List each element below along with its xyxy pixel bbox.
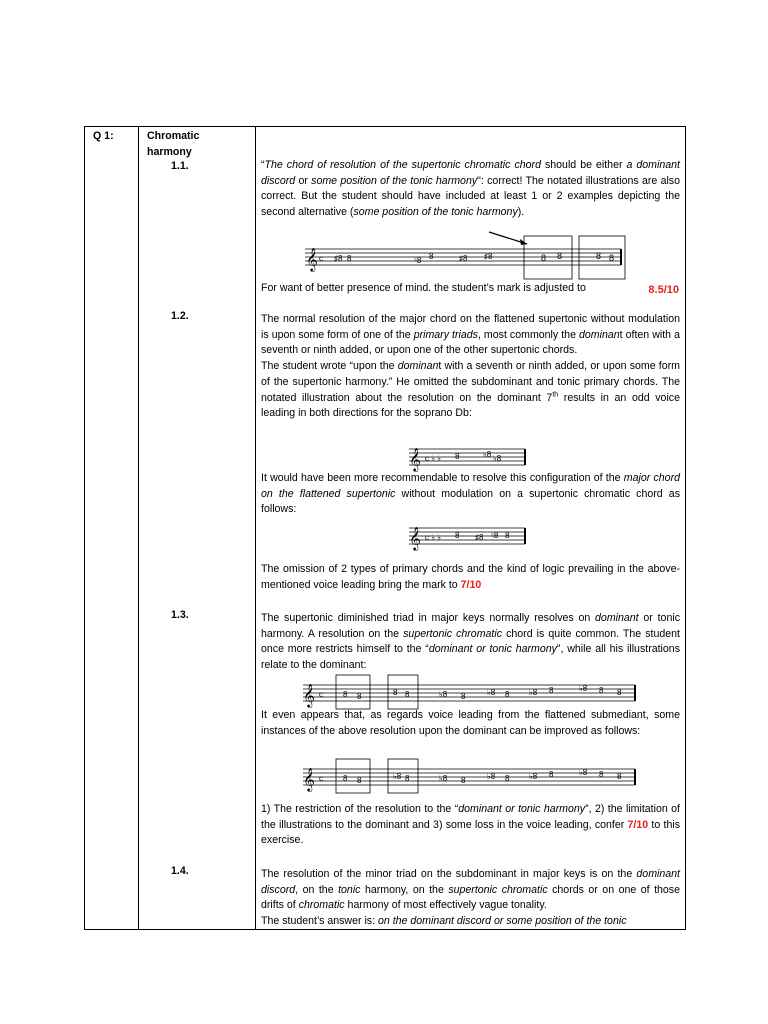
svg-text:8: 8 [343,774,348,783]
music-notation-example [299,673,639,711]
svg-text:♭8: ♭8 [439,774,448,783]
svg-text:𝄞: 𝄞 [303,683,315,707]
svg-text:c ♭ ♭: c ♭ ♭ [425,533,441,542]
column-divider [255,127,256,929]
paragraph: The resolution of the minor triad on the subdominant in major keys is on the dominant discord, on the tonic harmony, on the supertonic chromatic chords or on one of those drifts of chromatic harmony of most effectively vague tonality. The student’s answer is: on the dominant discord or some position of the tonic [261,868,680,928]
svg-text:♮8: ♮8 [491,531,499,540]
svg-text:𝄞: 𝄞 [306,247,318,271]
music-notation-example [299,225,629,281]
music-notation-example [299,757,639,795]
svg-text:8: 8 [455,531,460,540]
svg-text:8: 8 [393,688,398,697]
item-number: 1.2. [171,310,189,322]
svg-text:8: 8 [549,686,554,695]
score-mark: 7/10 [460,578,482,591]
svg-text:8: 8 [617,772,622,781]
svg-text:8: 8 [505,690,510,699]
item-number: 1.3. [171,609,189,621]
question-label: Q 1: [93,130,114,142]
svg-text:8: 8 [596,251,602,261]
svg-text:8: 8 [429,252,434,261]
svg-text:♯8: ♯8 [484,252,493,261]
paragraph: For want of better presence of mind. the student’s mark is adjusted to [261,282,586,294]
svg-text:♯8: ♯8 [475,533,484,542]
svg-text:♭8: ♭8 [393,772,402,781]
svg-text:♭8: ♭8 [487,772,496,781]
svg-text:8: 8 [505,774,510,783]
item-number: 1.1. [171,160,189,172]
assessment-table [84,126,686,930]
paragraph: The supertonic diminished triad in major keys normally resolves on dominant or tonic harmony. A resolution on the supertonic chromatic chord is quite common. The student once more restricts himself to the “dominant or tonic harmony”, while all his illustrations relate to the dominant: [261,612,680,672]
svg-text:8: 8 [505,531,510,540]
svg-text:c ♭ ♭: c ♭ ♭ [425,454,441,463]
svg-text:8: 8 [343,690,348,699]
svg-text:𝄞: 𝄞 [409,526,421,550]
svg-text:8: 8 [557,251,563,261]
svg-text:♮8: ♮8 [414,256,422,265]
svg-text:c: c [319,690,323,699]
svg-text:𝄞: 𝄞 [303,767,315,791]
svg-text:♭8: ♭8 [487,688,496,697]
svg-text:8: 8 [455,452,460,461]
topic-title: Chromatic harmony [147,130,200,158]
svg-text:♭8: ♭8 [529,772,538,781]
svg-text:8: 8 [461,692,466,701]
paragraph: The normal resolution of the major chord on the flattened supertonic without modulation is upon some form of one of the primary triads, most commonly the dominant often with a seventh or ninth added, or upon one of the other supertonic chords. The student wrote “upon the dominant with a seventh or ninth added, or upon some form of the supertonic harmony.” He omitted the subdominant and tonic primary chords. The notated illustration about the resolution on the dominant 7th results in an odd voice leading in both directions for the soprano Db: [261,313,680,420]
svg-text:♭8: ♭8 [529,688,538,697]
svg-text:8: 8 [347,254,352,263]
paragraph: It would have been more recommendable to resolve this configuration of the major chord on the flattened supertonic without modulation on a supertonic chromatic chord as follows: [261,472,680,516]
svg-text:♭8: ♭8 [579,768,588,777]
svg-text:♭8: ♭8 [483,450,492,459]
svg-text:8: 8 [599,770,604,779]
svg-text:8: 8 [599,686,604,695]
svg-text:8: 8 [617,688,622,697]
svg-text:8: 8 [405,774,410,783]
score-mark: 7/10 [627,818,649,831]
svg-text:8: 8 [357,776,362,785]
svg-text:𝄞: 𝄞 [409,447,421,471]
svg-text:8: 8 [405,690,410,699]
svg-text:♭8: ♭8 [579,684,588,693]
svg-text:♭8: ♭8 [493,454,502,463]
svg-text:c: c [319,254,323,263]
column-divider [138,127,139,929]
svg-text:♭8: ♭8 [439,690,448,699]
score-mark: 8.5/10 [648,284,679,296]
paragraph: “The chord of resolution of the supertonic chromatic chord should be either a dominant discord or some position of the tonic harmony": correct! The notated illustrations are also correct. But the student should have included at least 1 or 2 examples depicting the second alternative (some position of the tonic harmony). [261,159,681,219]
music-notation-example [405,519,530,555]
svg-text:8: 8 [461,776,466,785]
paragraph: The omission of 2 types of primary chords and the kind of logic prevailing in the above-mentioned voice leading bring the mark to 7/10 [261,563,680,591]
svg-text:8: 8 [609,253,615,263]
svg-text:8: 8 [541,253,547,263]
svg-text:♯8: ♯8 [334,254,343,263]
svg-text:c: c [319,774,323,783]
svg-text:8: 8 [357,692,362,701]
svg-text:8: 8 [549,770,554,779]
item-number: 1.4. [171,865,189,877]
paragraph: 1) The restriction of the resolution to the “dominant or tonic harmony”, 2) the limitation of the illustrations to the dominant and 3) some loss in the voice leading, confer 7/10 to this exercise. [261,803,680,847]
svg-text:♯8: ♯8 [459,254,468,263]
paragraph: It even appears that, as regards voice leading from the flattened submediant, some instances of the above resolution upon the dominant can be improved as follows: [261,709,680,737]
